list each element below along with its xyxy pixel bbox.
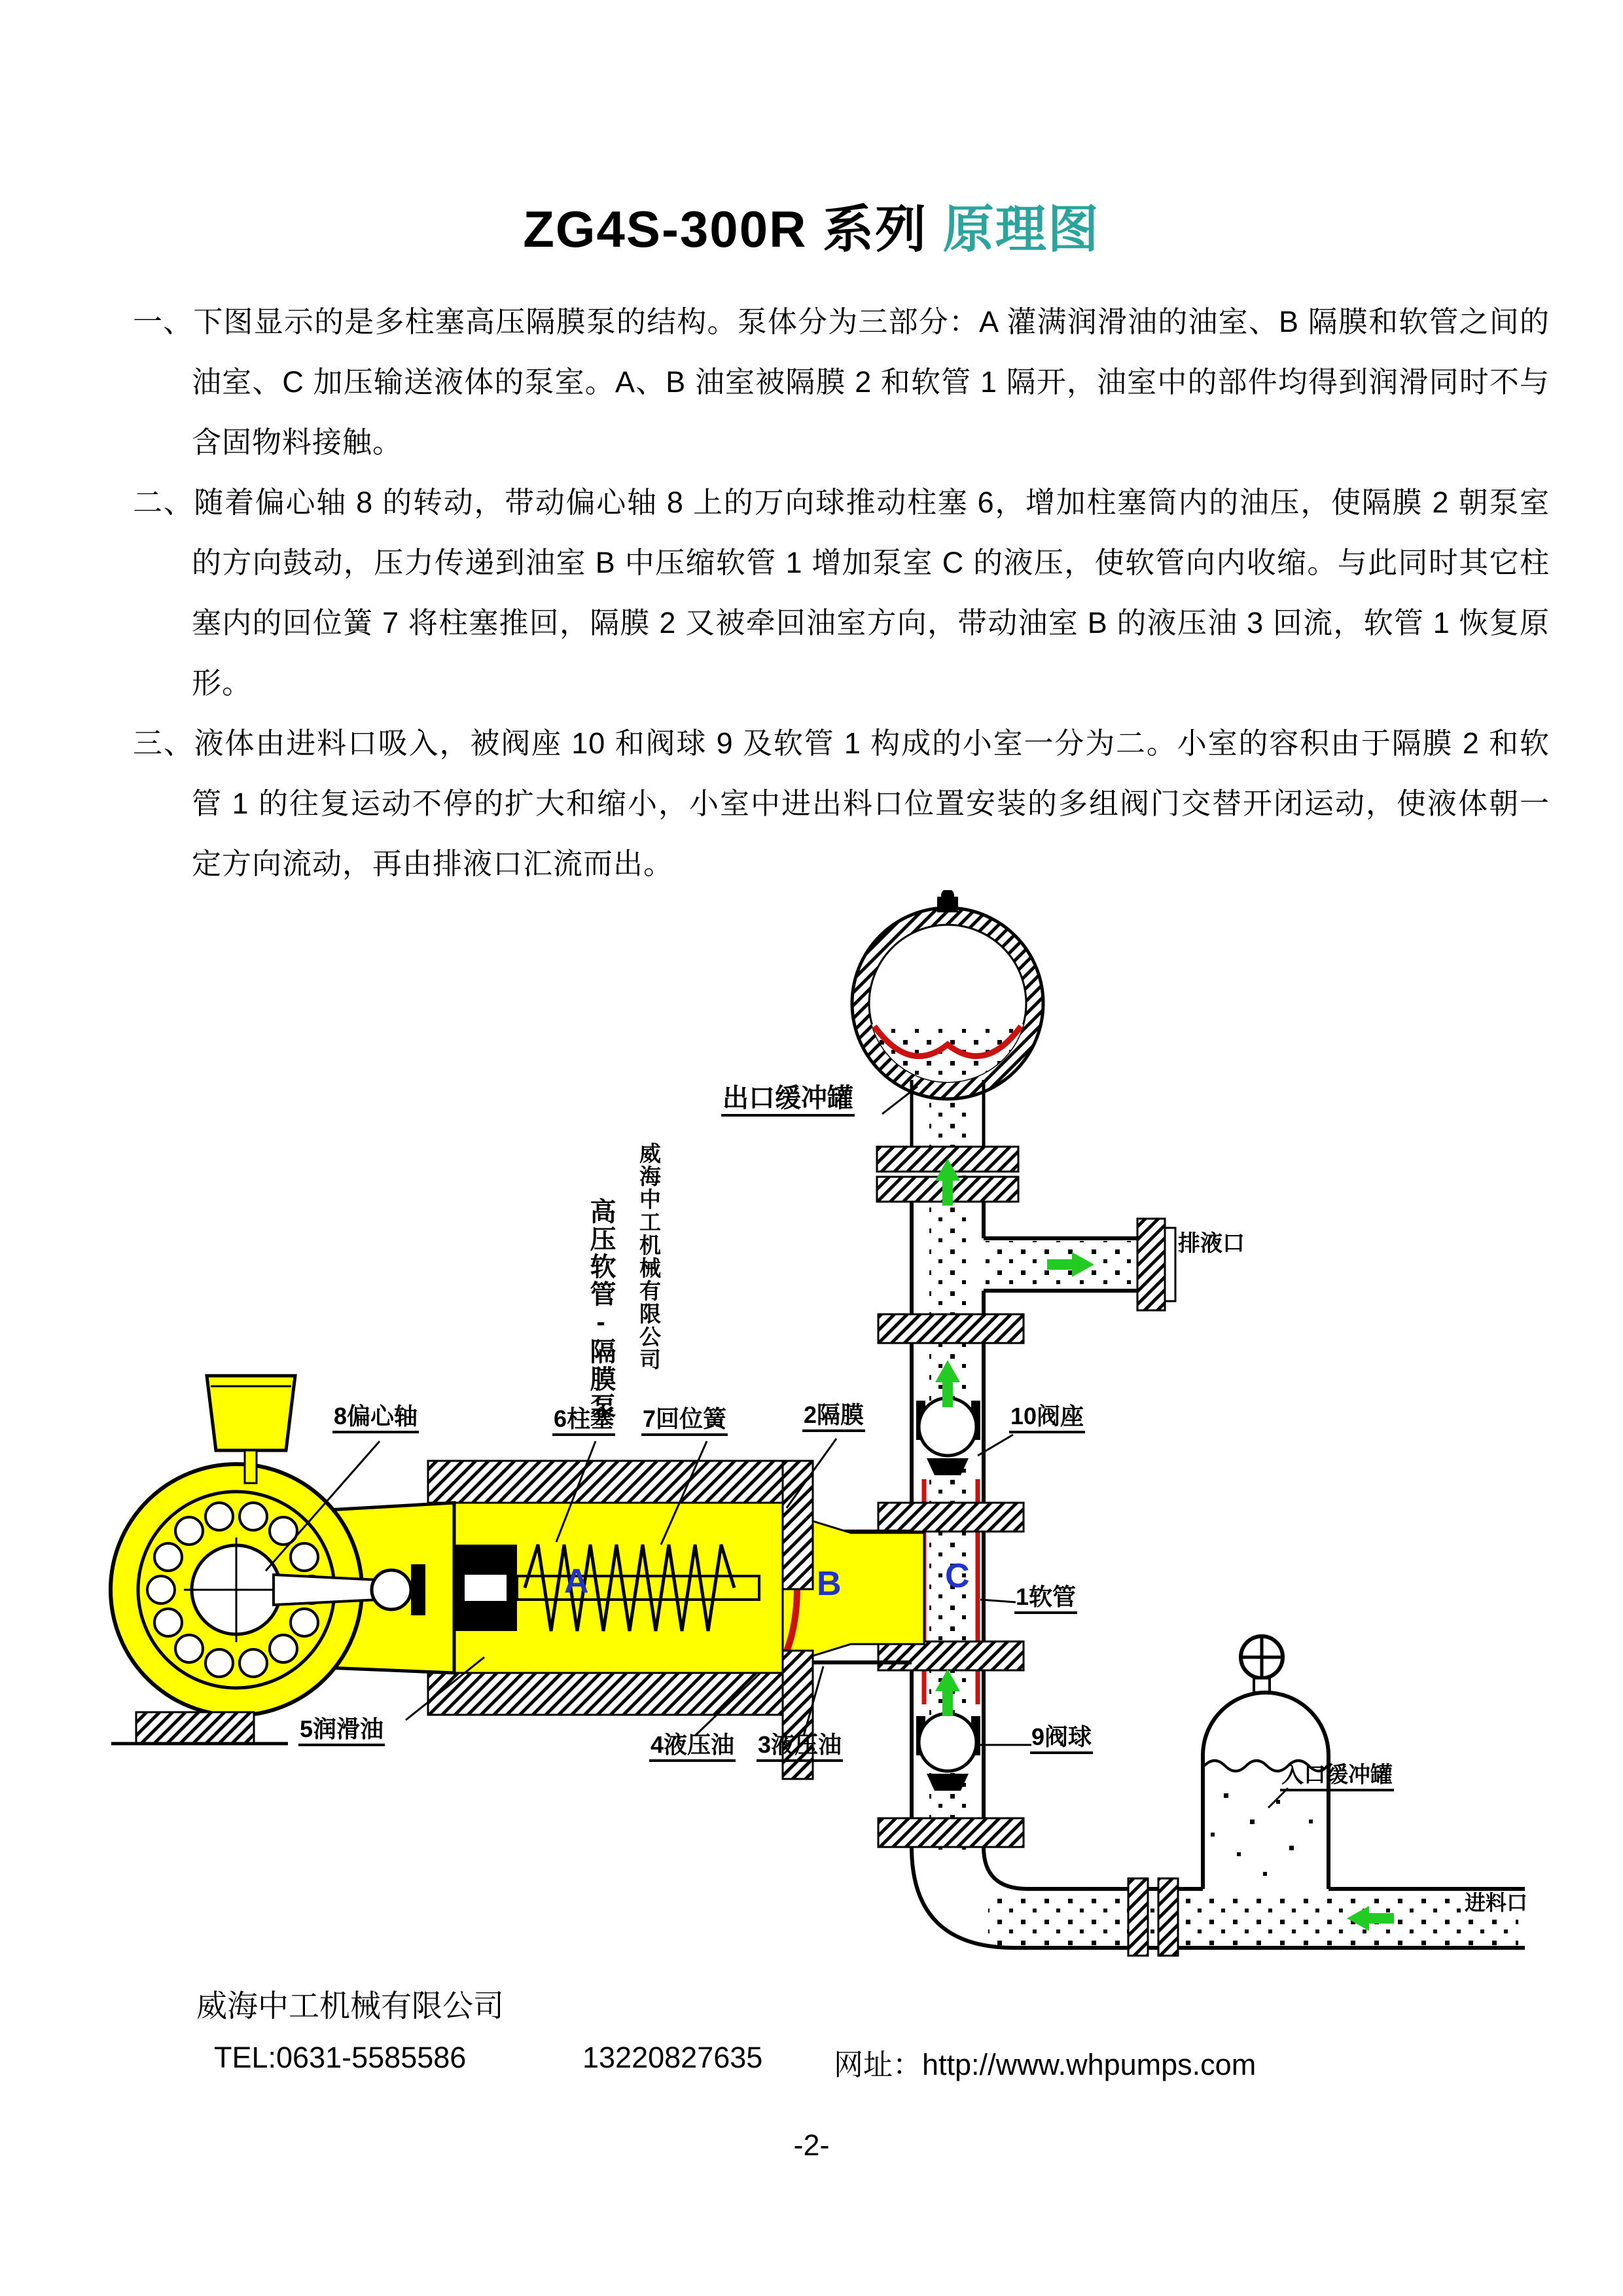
label-outlet-tank: 出口缓冲罐 <box>721 1084 855 1117</box>
paragraph-2: 二、随着偏心轴 8 的转动，带动偏心轴 8 上的万向球推动柱塞 6，增加柱塞筒内的油压，使隔膜 2 朝泵室的方向鼓动，压力传递到油室 B 中压缩软管 1 增加泵室 C 的液压，使软管向内收缩。与此同时其它柱塞内的回位簧 7 将柱塞推回，隔膜 2 又被牵回油室方向，带动油室 B 的液压油 3 回流，软管 1 恢复原形。 <box>133 486 1550 700</box>
paragraph-1: 一、下图显示的是多柱塞高压隔膜泵的结构。泵体分为三部分：A 灌满润滑油的油室、B 隔膜和软管之间的油室、C 加压输送液体的泵室。A、B 油室被隔膜 2 和软管 1 隔开，油室中的部件均得到润滑同时不与含固物料接触。 <box>133 305 1550 459</box>
label-part8-eccentric-shaft: 8偏心轴 <box>332 1403 419 1433</box>
page-title-accent: 原理图 <box>942 200 1100 258</box>
body-text <box>133 292 1550 894</box>
page-title-main: ZG4S-300R 系列 <box>523 200 928 258</box>
label-part10-valve-seat: 10阀座 <box>1009 1403 1085 1433</box>
pump-diagram-art <box>98 890 1558 1977</box>
plunger-cylinder <box>428 1461 783 1715</box>
label-feed-port: 进料口 <box>1463 1892 1529 1916</box>
label-part9-valve-ball: 9阀球 <box>1030 1724 1093 1754</box>
label-part5-lube-oil: 5润滑油 <box>298 1716 385 1746</box>
universal-ball <box>372 1570 411 1609</box>
pump-principle-diagram <box>98 890 1558 1977</box>
footer-website: 网址：http://www.whpumps.com <box>834 2048 1257 2081</box>
footer-company: 威海中工机械有限公司 <box>196 1988 504 2023</box>
label-company-vertical: 威海中工机械有限公司 <box>637 1142 661 1371</box>
housing-foot <box>136 1712 254 1744</box>
page-number: -2- <box>793 2128 830 2162</box>
label-product-vertical: 高压软管-隔膜泵 <box>586 1198 615 1420</box>
chamber-letter-a: A <box>564 1562 589 1600</box>
label-part6-plunger: 6柱塞 <box>552 1406 615 1436</box>
label-part7-return-spring: 7回位簧 <box>641 1406 728 1436</box>
label-part1-hose: 1软管 <box>1014 1584 1077 1614</box>
footer-phone2: 13220827635 <box>582 2041 763 2074</box>
label-part4-hydraulic-oil: 4液压油 <box>649 1732 736 1762</box>
chamber-letter-c: C <box>945 1557 970 1595</box>
label-inlet-tank: 入口缓冲罐 <box>1280 1763 1394 1791</box>
label-part3-hydraulic-oil: 3液压油 <box>757 1732 843 1762</box>
page-title <box>0 188 1623 262</box>
label-discharge-port: 排液口 <box>1178 1231 1245 1256</box>
footer-tel: TEL:0631-5585586 <box>214 2041 467 2074</box>
paragraph-3: 三、液体由进料口吸入，被阀座 10 和阀球 9 及软管 1 构成的小室一分为二。小室的容积由于隔膜 2 和软管 1 的往复运动不停的扩大和缩小，小室中进出料口位置安装的多组阀门交替开闭运动，使液体朝一定方向流动，再由排液口汇流而出。 <box>133 726 1550 880</box>
chamber-letter-b: B <box>817 1565 842 1603</box>
label-part2-diaphragm: 2隔膜 <box>802 1402 865 1432</box>
